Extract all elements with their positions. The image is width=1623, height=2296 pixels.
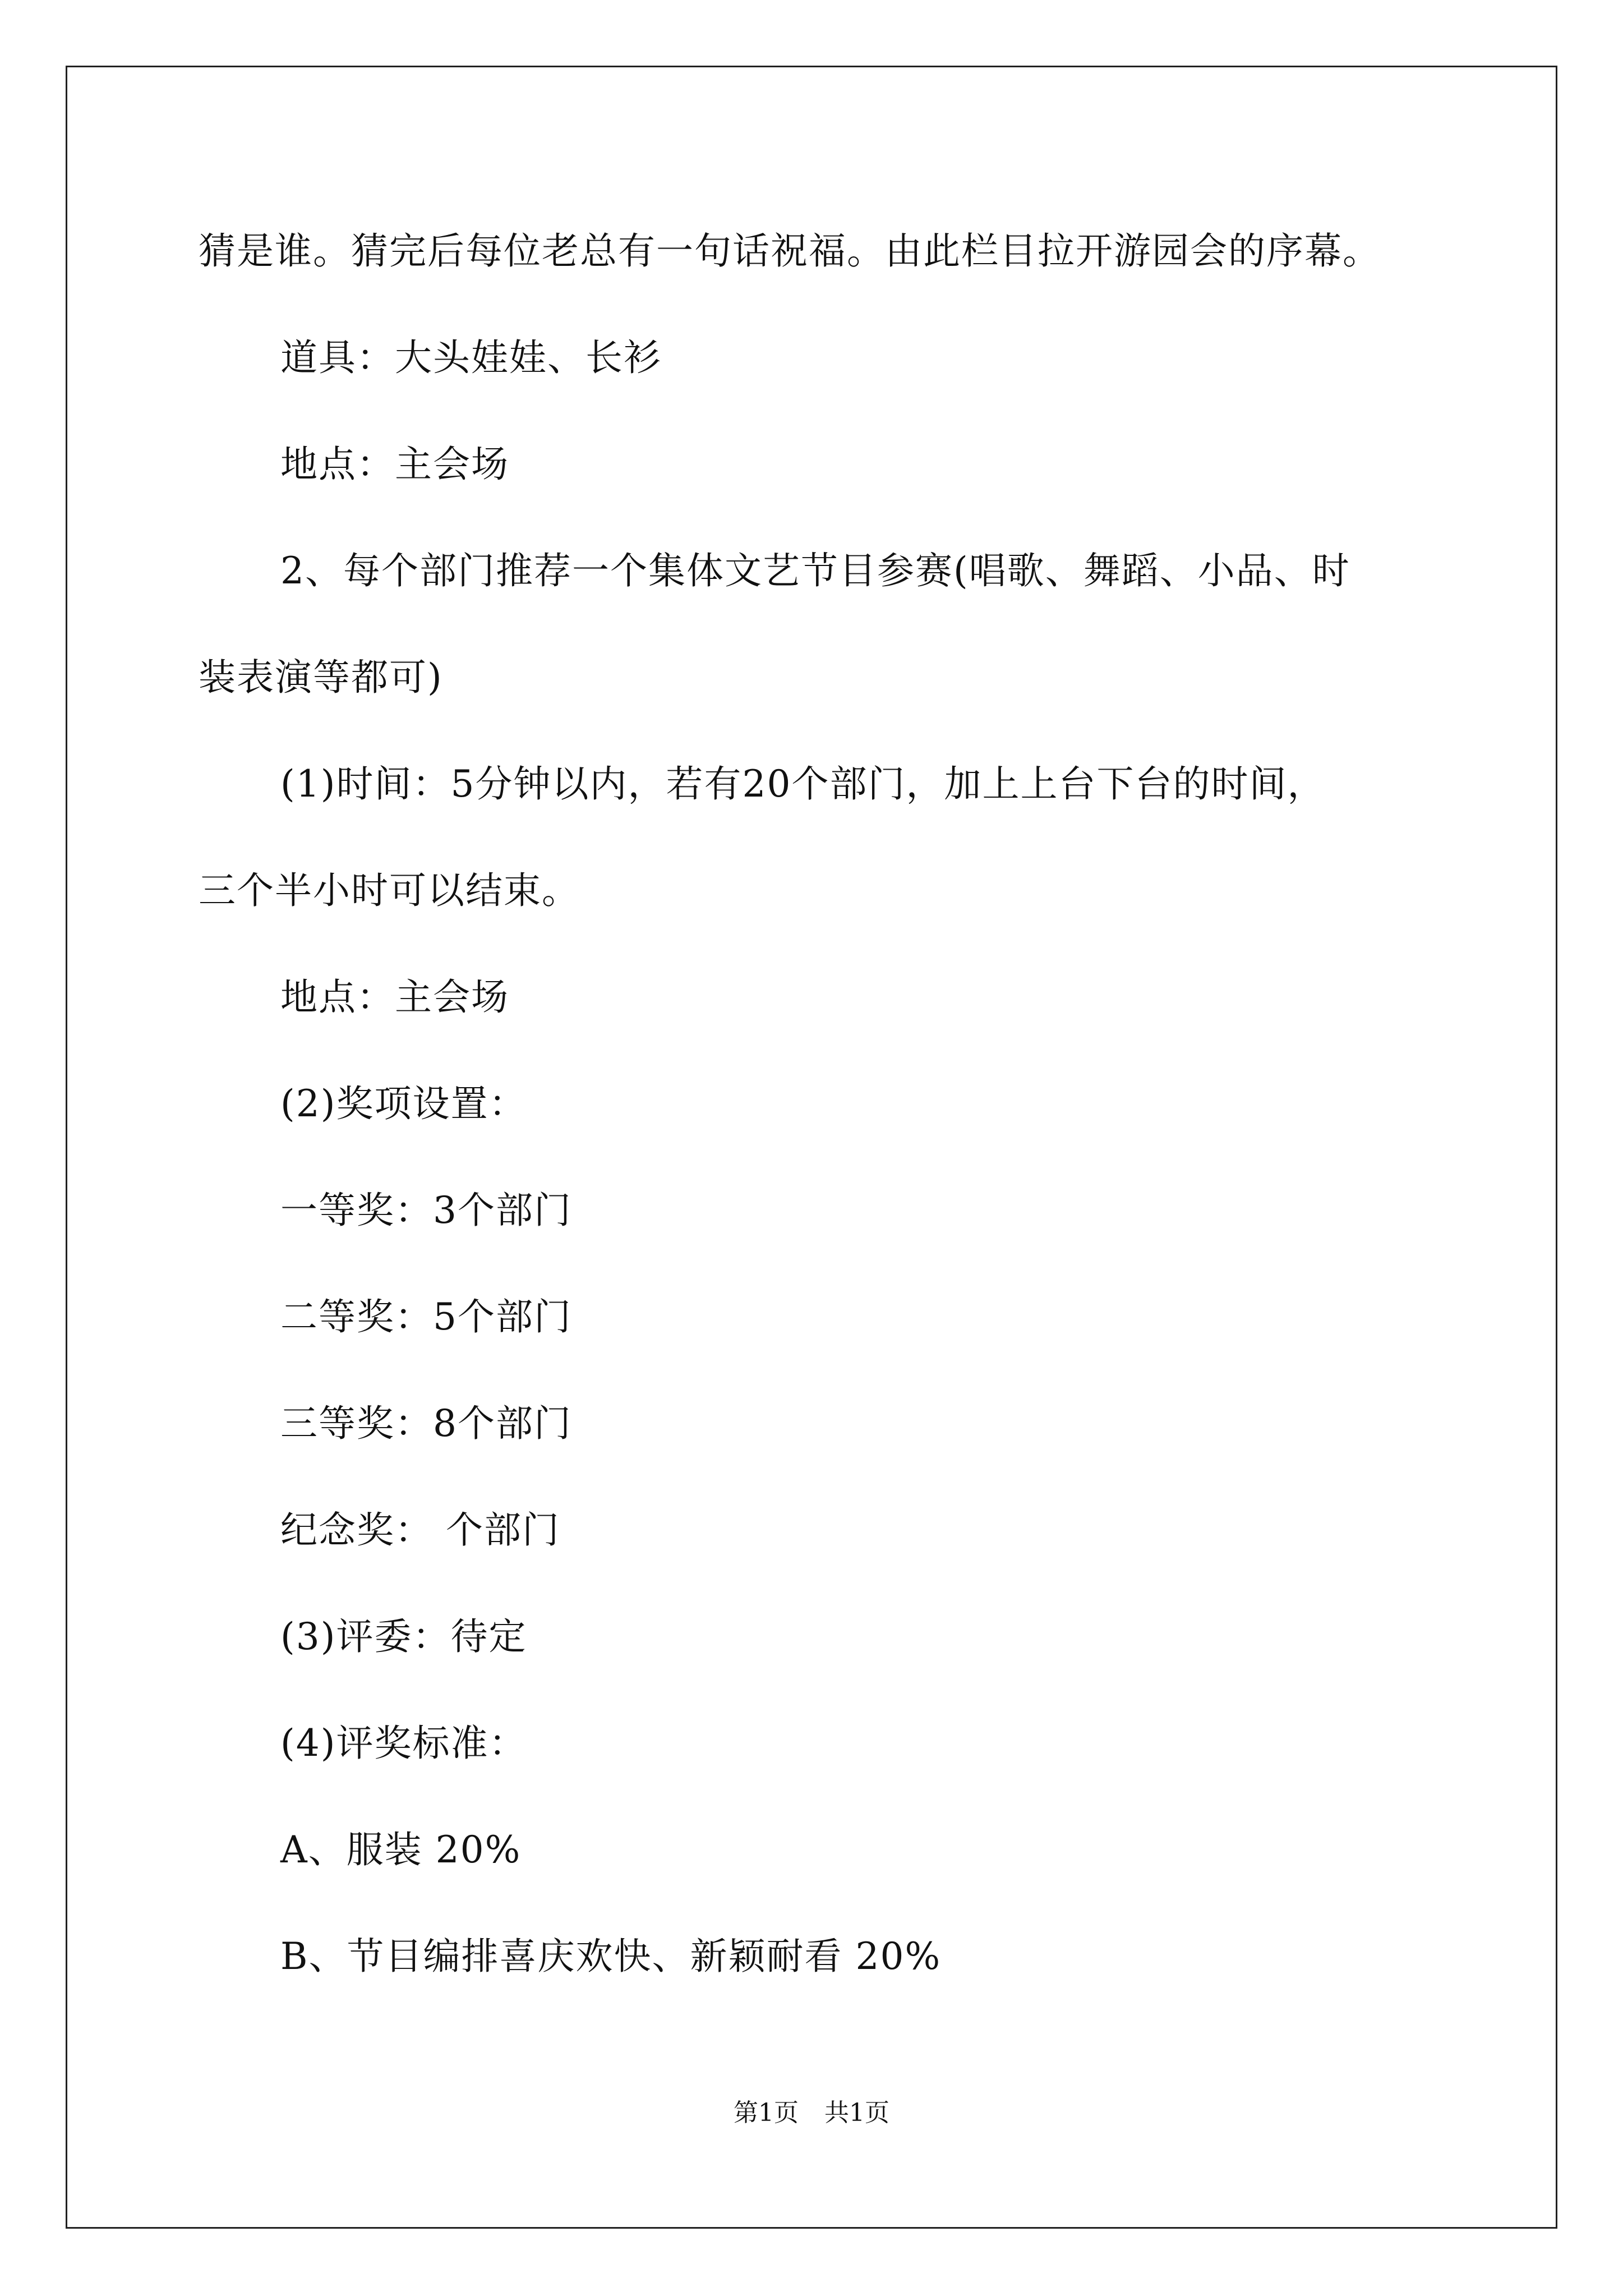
page-border bbox=[66, 66, 1557, 2229]
page-number: 第1页 bbox=[734, 2099, 799, 2127]
text-line: 三等奖：8个部门 bbox=[280, 1402, 572, 1445]
text-line: 地点：主会场 bbox=[280, 443, 509, 486]
text-line: (3)评委：待定 bbox=[280, 1615, 527, 1658]
text-line: 三个半小时可以结束。 bbox=[199, 869, 580, 912]
text-line: (1)时间：5分钟以内，若有20个部门，加上上台下台的时间， bbox=[280, 762, 1326, 806]
text-line: 一等奖：3个部门 bbox=[280, 1189, 572, 1232]
text-line: 纪念奖： 个部门 bbox=[280, 1508, 560, 1552]
text-line: 二等奖：5个部门 bbox=[280, 1295, 572, 1338]
text-line: 道具：大头娃娃、长衫 bbox=[280, 336, 662, 379]
text-line: B、节目编排喜庆欢快、新颖耐看 20% bbox=[280, 1935, 942, 1978]
text-line: (4)评奖标准： bbox=[280, 1722, 527, 1765]
text-line: (2)奖项设置： bbox=[280, 1082, 527, 1125]
page-footer bbox=[0, 2101, 1623, 2125]
text-line: 装表演等都可) bbox=[199, 656, 443, 699]
text-line: 地点：主会场 bbox=[280, 976, 509, 1019]
text-line: A、服装 20% bbox=[280, 1828, 522, 1871]
page-total: 共1页 bbox=[824, 2099, 889, 2127]
text-line: 2、每个部门推荐一个集体文艺节目参赛(唱歌、舞蹈、小品、时 bbox=[280, 549, 1350, 592]
text-line: 猜是谁。猜完后每位老总有一句话祝福。由此栏目拉开游园会的序幕。 bbox=[199, 229, 1381, 273]
